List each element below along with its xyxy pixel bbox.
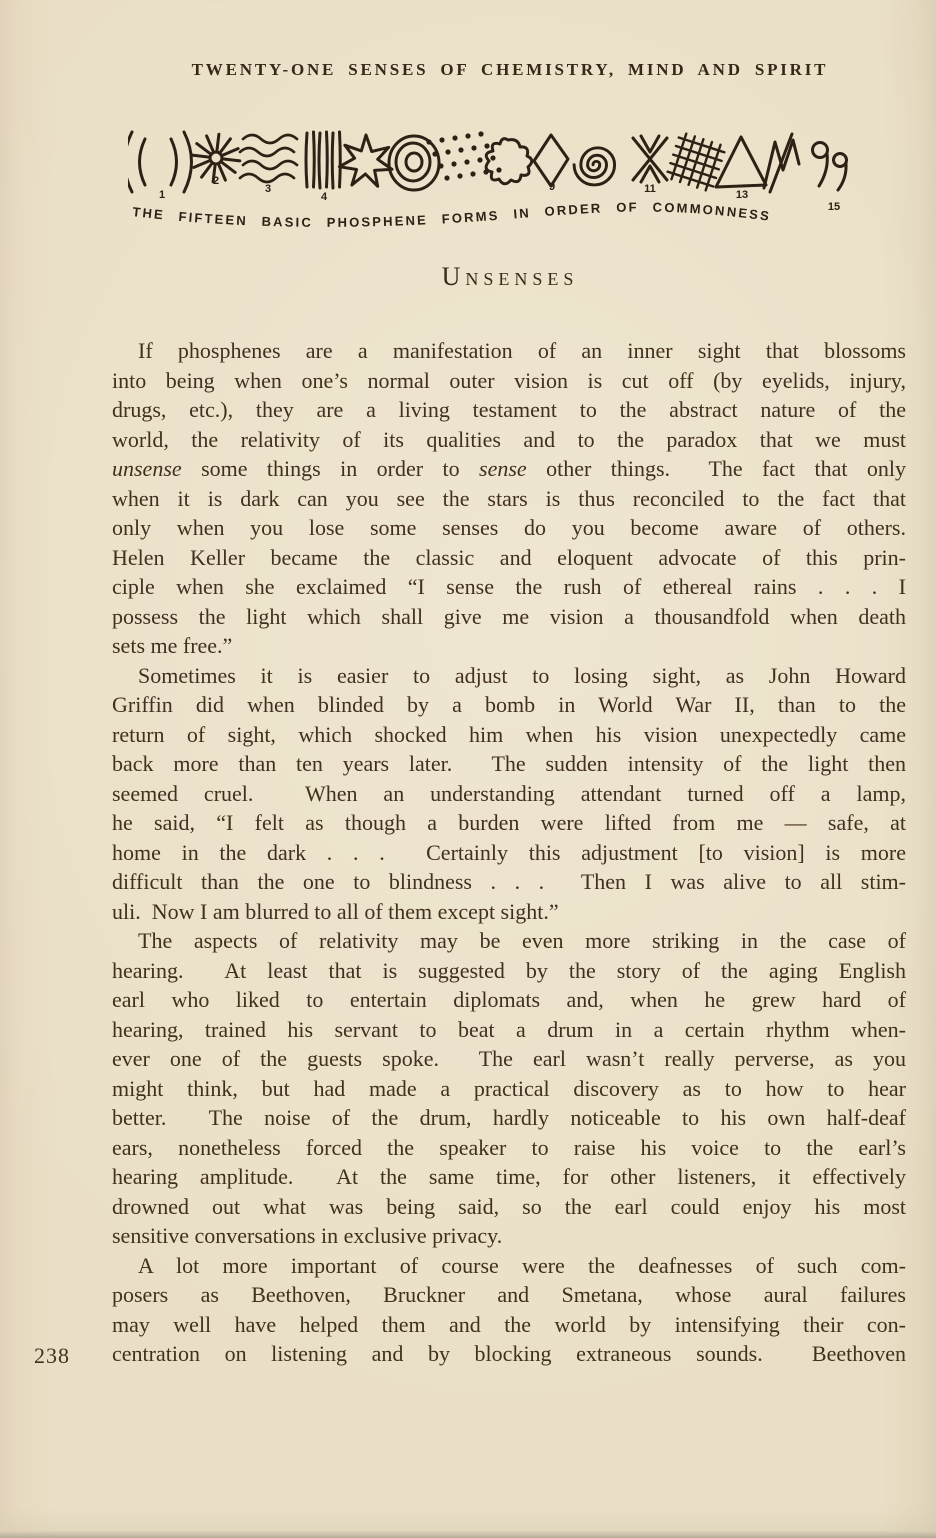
phosphene-form-star: [339, 135, 392, 186]
text-line: sensitive conversations in exclusive privacy.: [112, 1223, 503, 1248]
text-line: unsense some things in order to sense other things. The fact that only: [112, 456, 906, 481]
phosphene-form-crossed-chevrons: [633, 136, 667, 182]
phosphene-form-zigzag-lightning: [764, 134, 799, 192]
text-line: might think, but had made a practical discovery as to how to hear: [112, 1075, 906, 1101]
phosphene-form-parallel-lines: [306, 132, 340, 188]
paragraph: [112, 1251, 906, 1369]
text-line: better. The noise of the drum, hardly noticeable to his own half-deaf: [112, 1105, 906, 1130]
text-line: home in the dark . . . Certainly this adjustment [to vision] is more: [112, 839, 906, 865]
figure-caption: THE FIFTEEN BASIC PHOSPHENE FORMS IN ORDER OF COMMONNESS: [131, 199, 772, 230]
figure-number: 4: [320, 191, 328, 203]
scan-bottom-edge: [0, 1531, 936, 1538]
text-line: hearing, trained his servant to beat a drum in a certain rhythm when-: [112, 1016, 906, 1042]
text-line: world, the relativity of its qualities and to the paradox that we must: [112, 426, 906, 452]
running-head: TWENTY-ONE SENSES OF CHEMISTRY, MIND AND SPIRIT: [191, 60, 829, 79]
figure-number: 11: [644, 183, 656, 195]
body-text: [112, 336, 906, 1369]
text-line: may well have helped them and the world by intensifying their con-: [112, 1311, 906, 1337]
paragraph: [112, 926, 906, 1251]
phosphene-figure-drawing: [128, 120, 878, 242]
text-line: into being when one’s normal outer vision is cut off (by eyelids, injury,: [112, 367, 906, 393]
figure-number: 3: [264, 183, 272, 195]
text-line: If phosphenes are a manifestation of an inner sight that blossoms: [138, 338, 906, 363]
text-line: uli. Now I am blurred to all of them except sight.”: [112, 898, 559, 924]
text-line: Sometimes it is easier to adjust to losing sight, as John Howard: [138, 662, 906, 688]
phosphene-form-curled-hooks: [813, 143, 847, 191]
text-line: only when you lose some senses do you become aware of others.: [112, 515, 906, 540]
paragraph: [112, 661, 906, 927]
text-line: drugs, etc.), they are a living testament to the abstract nature of the: [112, 397, 906, 422]
phosphene-form-concentric-circles: [389, 136, 439, 190]
text-line: ears, nonetheless forced the speaker to raise his voice to the earl’s: [112, 1134, 906, 1160]
text-line: hearing amplitude. At the same time, for other listeners, it effectively: [112, 1164, 906, 1189]
text-line: return of sight, which shocked him when his vision unexpectedly came: [112, 721, 906, 747]
phosphene-figure: [128, 120, 878, 242]
figure-number: 1: [158, 189, 166, 201]
section-title: Unsenses: [441, 262, 579, 291]
text-line: Griffin did when blinded by a bomb in World War II, than to the: [112, 692, 906, 717]
phosphene-form-wavy-lines: [240, 135, 297, 182]
paragraph: [112, 336, 906, 661]
phosphene-form-spiral: [574, 148, 615, 185]
text-line: seemed cruel. When an understanding attendant turned off a lamp,: [112, 780, 906, 806]
figure-number: 13: [735, 189, 749, 201]
text-line: The aspects of relativity may be even more striking in the case of: [138, 928, 906, 953]
text-line: difficult than the one to blindness . . . Then I was alive to all stim-: [112, 869, 906, 894]
text-line: drowned out what was being said, so the earl could enjoy his most: [112, 1193, 906, 1219]
text-line: ever one of the guests spoke. The earl wasn’t really perverse, as you: [112, 1046, 906, 1071]
figure-number: 15: [827, 201, 841, 213]
text-line: back more than ten years later. The sudden intensity of the light then: [112, 751, 906, 776]
phosphene-form-double-arcs: [128, 132, 192, 192]
text-line: earl who liked to entertain diplomats and, when he grew hard of: [112, 987, 906, 1012]
text-line: Helen Keller became the classic and eloquent advocate of this prin-: [112, 544, 906, 570]
text-line: he said, “I felt as though a burden were lifted from me — safe, at: [112, 810, 906, 835]
phosphene-form-diamond: [534, 135, 568, 186]
text-line: A lot more important of course were the deafnesses of such com-: [138, 1252, 906, 1278]
text-line: ciple when she exclaimed “I sense the rush of ethereal rains . . . I: [112, 574, 906, 599]
text-line: when it is dark can you see the stars is thus reconciled to the fact that: [112, 485, 906, 511]
phosphene-form-amoeba-blob: [486, 139, 532, 184]
figure-number: 9: [548, 181, 556, 193]
text-line: centration on listening and by blocking extraneous sounds. Beethoven: [112, 1341, 906, 1366]
text-line: hearing. At least that is suggested by the story of the aging English: [112, 957, 906, 983]
text-line: sets me free.”: [112, 633, 233, 658]
phosphene-form-triangle: [716, 137, 766, 187]
text-line: posers as Beethoven, Bruckner and Smetana, whose aural failures: [112, 1282, 906, 1307]
page-number: 238: [34, 1343, 70, 1368]
text-line: possess the light which shall give me vision a thousandfold when death: [112, 603, 906, 629]
figure-number: 2: [212, 175, 220, 187]
